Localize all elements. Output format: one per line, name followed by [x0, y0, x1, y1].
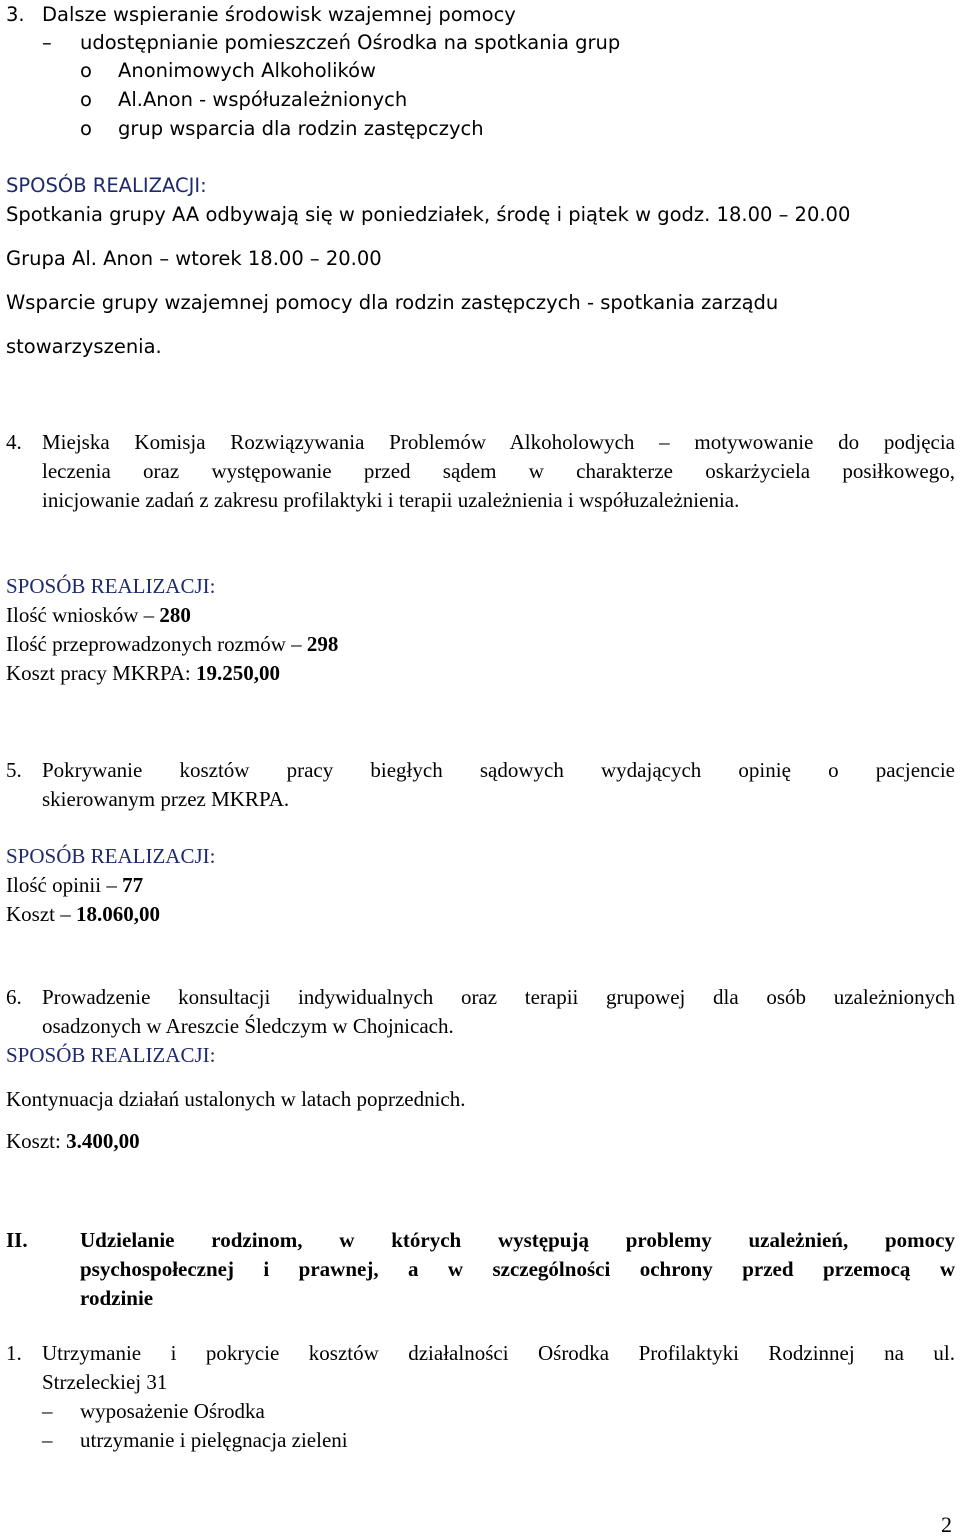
list-item: utrzymanie i pielęgnacja zieleni: [80, 1428, 348, 1452]
stat-label: Ilość opinii –: [6, 873, 123, 897]
cost-label: Koszt –: [6, 902, 76, 926]
section-3-number: 3.: [6, 3, 25, 26]
chapter-number: II.: [6, 1228, 28, 1252]
stat-line: [6, 630, 338, 659]
text-line: inicjowanie zadań z zakresu profilaktyki i terapii uzależnienia i współuzależnienia.: [42, 488, 740, 512]
text-line: Spotkania grupy AA odbywają się w poniedziałek, środę i piątek w godz. 18.00 – 20.00: [6, 203, 851, 226]
text-line: Strzeleckiej 31: [42, 1370, 168, 1394]
cost-value: 19.250,00: [195, 661, 280, 685]
sposob-realizacji-heading: SPOSÓB REALIZACJI:: [6, 1043, 216, 1067]
section-1-number: 1.: [6, 1341, 22, 1365]
text-line: Miejska Komisja Rozwiązywania Problemów Alkoholowych – motywowanie do podjęcia: [42, 430, 955, 454]
text-line: Wsparcie grupy wzajemnej pomocy dla rodzin zastępczych - spotkania zarządu: [6, 291, 779, 314]
stat-value: 298: [306, 632, 339, 656]
stat-value: 280: [159, 603, 191, 627]
cost-line: [6, 659, 280, 688]
stat-line: [6, 601, 191, 630]
text-line: Kontynuacja działań ustalonych w latach poprzednich.: [6, 1087, 466, 1111]
chapter-heading-line: rodzinie: [80, 1286, 154, 1310]
stat-label: Ilość wniosków –: [6, 603, 160, 627]
stat-value: 77: [122, 873, 144, 897]
text-line: Grupa Al. Anon – wtorek 18.00 – 20.00: [6, 247, 382, 270]
list-item: wyposażenie Ośrodka: [80, 1399, 265, 1423]
list-item: Anonimowych Alkoholików: [118, 59, 376, 82]
section-6-number: 6.: [6, 985, 22, 1009]
list-dash-marker: –: [42, 1428, 53, 1452]
text-line: osadzonych w Areszcie Śledczym w Chojnicach.: [42, 1014, 454, 1038]
text-line: stowarzyszenia.: [6, 335, 162, 358]
text-line: skierowanym przez MKRPA.: [42, 787, 290, 811]
list-circle-marker: o: [80, 59, 92, 82]
sposob-realizacji-heading: SPOSÓB REALIZACJI:: [6, 844, 216, 868]
cost-label: Koszt:: [6, 1129, 67, 1153]
cost-line: [6, 900, 160, 929]
text-line: Pokrywanie kosztów pracy biegłych sądowych wydających opinię o pacjencie: [42, 758, 955, 782]
stat-line: [6, 871, 143, 900]
list-circle-marker: o: [80, 117, 92, 140]
sposob-realizacji-heading: SPOSÓB REALIZACJI:: [6, 574, 216, 598]
section-3-title: Dalsze wspieranie środowisk wzajemnej pomocy: [42, 3, 516, 26]
cost-value: 3.400,00: [66, 1129, 140, 1153]
text-line: Prowadzenie konsultacji indywidualnych oraz terapii grupowej dla osób uzależnionych: [42, 985, 955, 1009]
list-item: udostępnianie pomieszczeń Ośrodka na spotkania grup: [80, 31, 621, 54]
list-dash-marker: –: [42, 1399, 53, 1423]
page-number: 2: [941, 1512, 952, 1537]
chapter-heading-line: psychospołecznej i prawnej, a w szczególności ochrony przed przemocą w: [80, 1257, 955, 1281]
section-4-number: 4.: [6, 430, 22, 454]
cost-line: [6, 1127, 140, 1156]
text-line: Utrzymanie i pokrycie kosztów działalności Ośrodka Profilaktyki Rodzinnej na ul.: [42, 1341, 955, 1365]
section-5-number: 5.: [6, 758, 22, 782]
cost-value: 18.060,00: [76, 902, 160, 926]
list-item: grup wsparcia dla rodzin zastępczych: [118, 117, 484, 140]
list-dash-marker: –: [42, 31, 52, 54]
cost-label: Koszt pracy MKRPA:: [6, 661, 196, 685]
stat-label: Ilość przeprowadzonych rozmów –: [6, 632, 307, 656]
chapter-heading-line: Udzielanie rodzinom, w których występują problemy uzależnień, pomocy: [80, 1228, 955, 1252]
list-item: Al.Anon - współuzależnionych: [118, 88, 408, 111]
list-circle-marker: o: [80, 88, 92, 111]
text-line: leczenia oraz występowanie przed sądem w charakterze oskarżyciela posiłkowego,: [42, 459, 955, 483]
sposob-realizacji-heading: SPOSÓB REALIZACJI:: [6, 174, 207, 197]
